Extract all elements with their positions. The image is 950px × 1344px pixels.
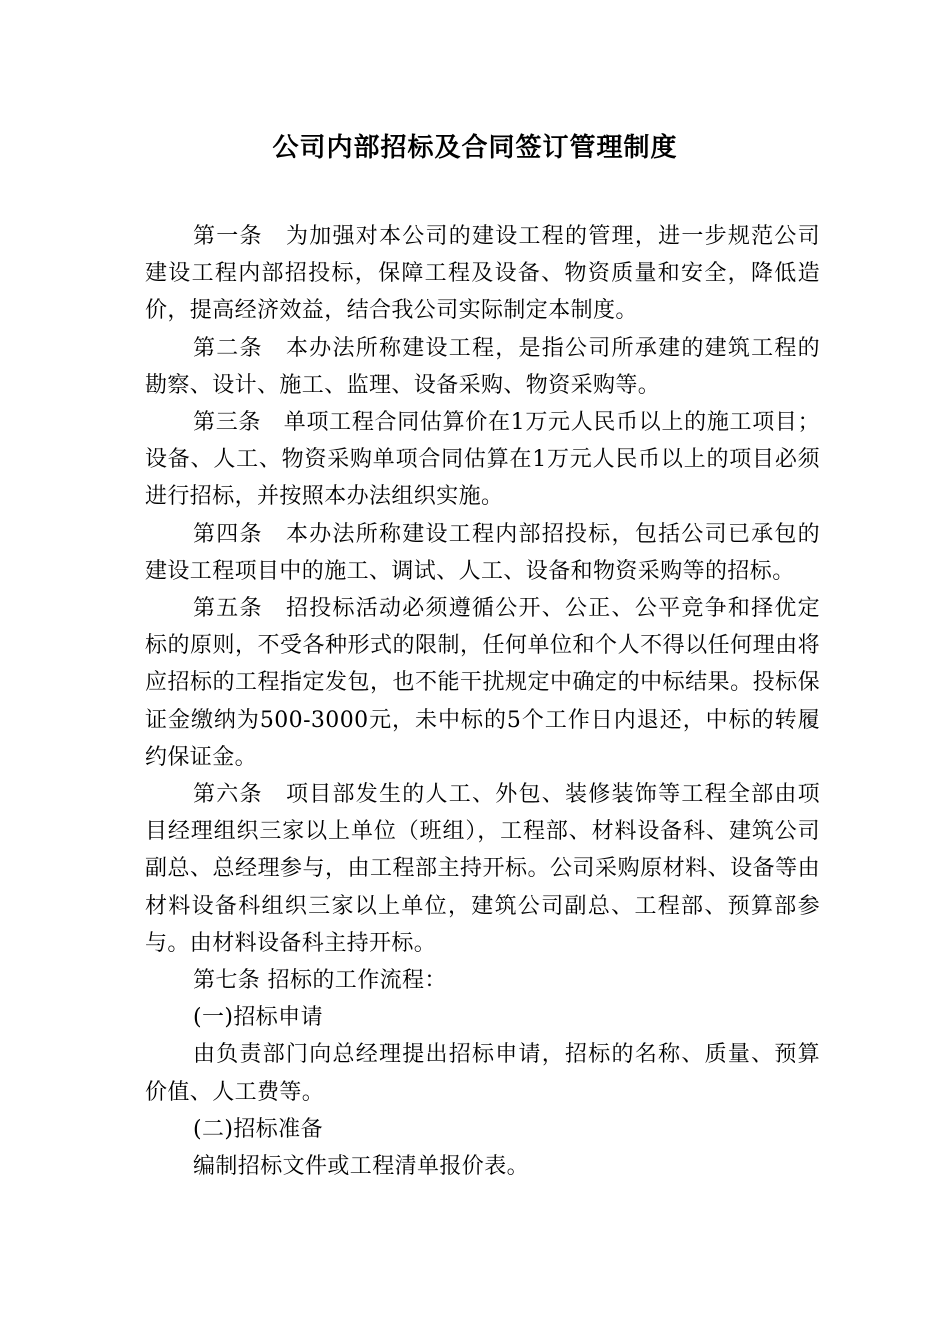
step-2-heading: (二)招标准备 xyxy=(193,1116,323,1142)
document-body xyxy=(145,218,820,1185)
document-title: 公司内部招标及合同签订管理制度 xyxy=(272,133,678,163)
article-7-heading: 第七条 招标的工作流程： xyxy=(193,968,447,994)
article-5-paragraph: 第五条 招投标活动必须遵循公开、公正、公平竞争和择优定标的原则，不受各种形式的限制，任何单位和个人不得以任何理由将应招标的工程指定发包，也不能干扰规定中确定的中标结果。投标保证金缴纳为500-3000元，未中标的5个工作日内退还，中标的转履约保证金。 xyxy=(145,596,820,770)
article-4-paragraph: 第四条 本办法所称建设工程内部招投标，包括公司已承包的建设工程项目中的施工、调试、人工、设备和物资采购等的招标。 xyxy=(145,521,820,584)
article-6-paragraph: 第六条 项目部发生的人工、外包、装修装饰等工程全部由项目经理组织三家以上单位（班组），工程部、材料设备科、建筑公司副总、总经理参与，由工程部主持开标。公司采购原材料、设备等由材料设备科组织三家以上单位，建筑公司副总、工程部、预算部参与。由材料设备科主持开标。 xyxy=(145,782,820,956)
article-3-paragraph: 第三条 单项工程合同估算价在1万元人民币以上的施工项目；设备、人工、物资采购单项合同估算在1万元人民币以上的项目必须进行招标，并按照本办法组织实施。 xyxy=(145,410,820,510)
article-1-paragraph: 第一条 为加强对本公司的建设工程的管理，进一步规范公司建设工程内部招投标，保障工程及设备、物资质量和安全，降低造价，提高经济效益，结合我公司实际制定本制度。 xyxy=(145,224,820,324)
step-1-paragraph: 由负责部门向总经理提出招标申请，招标的名称、质量、预算价值、人工费等。 xyxy=(145,1042,820,1105)
step-2-paragraph: 编制招标文件或工程清单报价表。 xyxy=(193,1154,530,1180)
article-2-paragraph: 第二条 本办法所称建设工程，是指公司所承建的建筑工程的勘察、设计、施工、监理、设备采购、物资采购等。 xyxy=(145,335,820,398)
step-1-heading: (一)招标申请 xyxy=(193,1005,323,1031)
